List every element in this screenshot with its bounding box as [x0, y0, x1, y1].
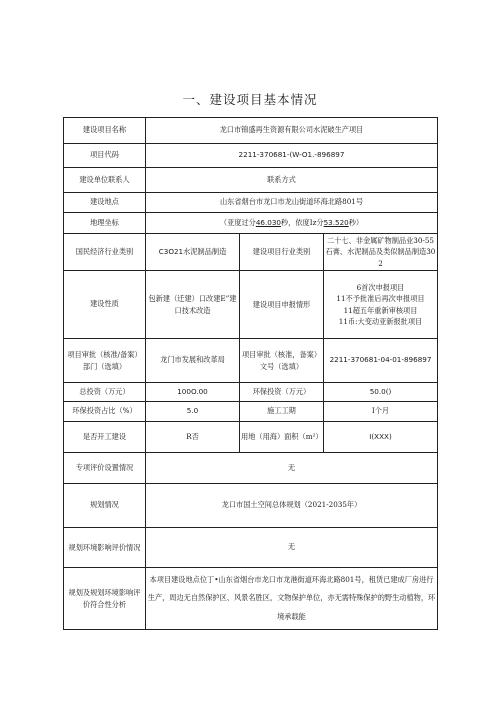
label-contact: 建设单位联系人	[64, 168, 146, 193]
row-project-code	[64, 144, 438, 168]
label-industry-category: 建设项目行业类别	[240, 234, 324, 271]
row-project-name	[64, 118, 438, 144]
label-contact-method: 联系方式	[240, 168, 324, 193]
label-approval-dept: 项目审批（核准/备案）部门（选填）	[64, 339, 146, 383]
value-started: R否	[146, 422, 240, 453]
value-location: 山东省烟台市龙口市龙山街道环海北路801号	[146, 193, 438, 213]
label-location: 建设地点	[64, 193, 146, 213]
value-planning-eia: 无	[146, 528, 438, 568]
value-contact	[146, 168, 240, 193]
label-coords: 地理坐标	[64, 213, 146, 234]
row-special	[64, 453, 438, 484]
value-planning: 龙口市国土空间总体规划（2021-2035年）	[146, 484, 438, 528]
row-started	[64, 422, 438, 453]
row-planning-eia	[64, 528, 438, 568]
coords-mid: 秒，依度Iz分	[280, 217, 324, 227]
label-env-ratio: 环保投资占比（%）	[64, 402, 146, 422]
coords-lat: 53.520	[323, 217, 349, 227]
value-industry: C3O21水泥制品制造	[146, 234, 240, 271]
label-approval-no: 项目审批（核准，备案）文号（选填）	[240, 339, 324, 383]
value-project-name: 龙口市锦盛再生资源有限公司水泥破生产项目	[146, 118, 438, 144]
label-project-name: 建设项目名称	[64, 118, 146, 144]
label-special: 专项评价设置情况	[64, 453, 146, 484]
label-filing-case: 建设项目申报情形	[240, 271, 324, 339]
value-nature: 包新建（迁建）口改建E”建口技术改造	[146, 271, 240, 339]
coords-prefix: （亚度过分	[219, 217, 256, 227]
row-contact	[64, 168, 438, 193]
row-location	[64, 193, 438, 213]
value-land-area: I(XXX)	[324, 422, 438, 453]
project-info-table	[63, 117, 438, 630]
value-filing-case	[324, 271, 438, 339]
label-nature: 建设性质	[64, 271, 146, 339]
value-special: 无	[146, 453, 438, 484]
filing-option: 6首次申报项目	[356, 283, 405, 293]
label-construction-period: 施工工期	[240, 402, 324, 422]
label-industry: 国民经济行业类别	[64, 234, 146, 271]
label-project-code: 项目代码	[64, 144, 146, 168]
value-env-investment: 50.0()	[324, 383, 438, 402]
page-title: 一、建设项目基本情况	[182, 92, 318, 107]
value-project-code: 2211-370681-(W-O1.-896897	[146, 144, 438, 168]
label-env-investment: 环保投资（万元）	[240, 383, 324, 402]
coords-lng: 46.030	[255, 217, 281, 227]
row-compliance	[64, 568, 438, 630]
value-approval-no: 2211-370681-04-01-896897	[324, 339, 438, 383]
value-approval-dept: 龙门市发展和改革局	[146, 339, 240, 383]
value-compliance: 本项目建设地点位丁•山东省烟台市龙口市龙港街道环海北路801号，租赁已建成厂房进行生产，周边无自然保护区、风景名胜区，文物保护单位，亦无需特殊保护的野生动植物，环境承载能	[146, 568, 438, 630]
filing-option: 11币:大变动亚新报批项目	[338, 316, 423, 326]
value-investment: 100O.00	[146, 383, 240, 402]
row-investment	[64, 383, 438, 402]
value-industry-category: 二十七、非金属矿物制品业30-55石膏、水泥制品及类似制品制造302	[324, 234, 438, 271]
filing-option: 11超五年重新审核项目	[343, 305, 418, 315]
row-ratio	[64, 402, 438, 422]
filing-option: 11不予批准后再次申报项目	[336, 294, 425, 304]
row-industry	[64, 234, 438, 271]
row-planning	[64, 484, 438, 528]
coords-suffix: 秒）	[348, 217, 364, 227]
value-env-ratio: 5.0	[146, 402, 240, 422]
row-coords	[64, 213, 438, 234]
label-planning-eia: 规划环境影响评价情况	[64, 528, 146, 568]
label-land-area: 用地（用海）面积（m²）	[240, 422, 324, 453]
row-nature	[64, 271, 438, 339]
value-contact-method	[324, 168, 438, 193]
label-investment: 总投资（万元）	[64, 383, 146, 402]
label-started: 是否开工建设	[64, 422, 146, 453]
row-approval	[64, 339, 438, 383]
value-construction-period: I个月	[324, 402, 438, 422]
label-compliance: 规划及规划环境影响评价符合性分析	[64, 568, 146, 630]
value-coords	[146, 213, 438, 234]
label-planning: 规划情况	[64, 484, 146, 528]
